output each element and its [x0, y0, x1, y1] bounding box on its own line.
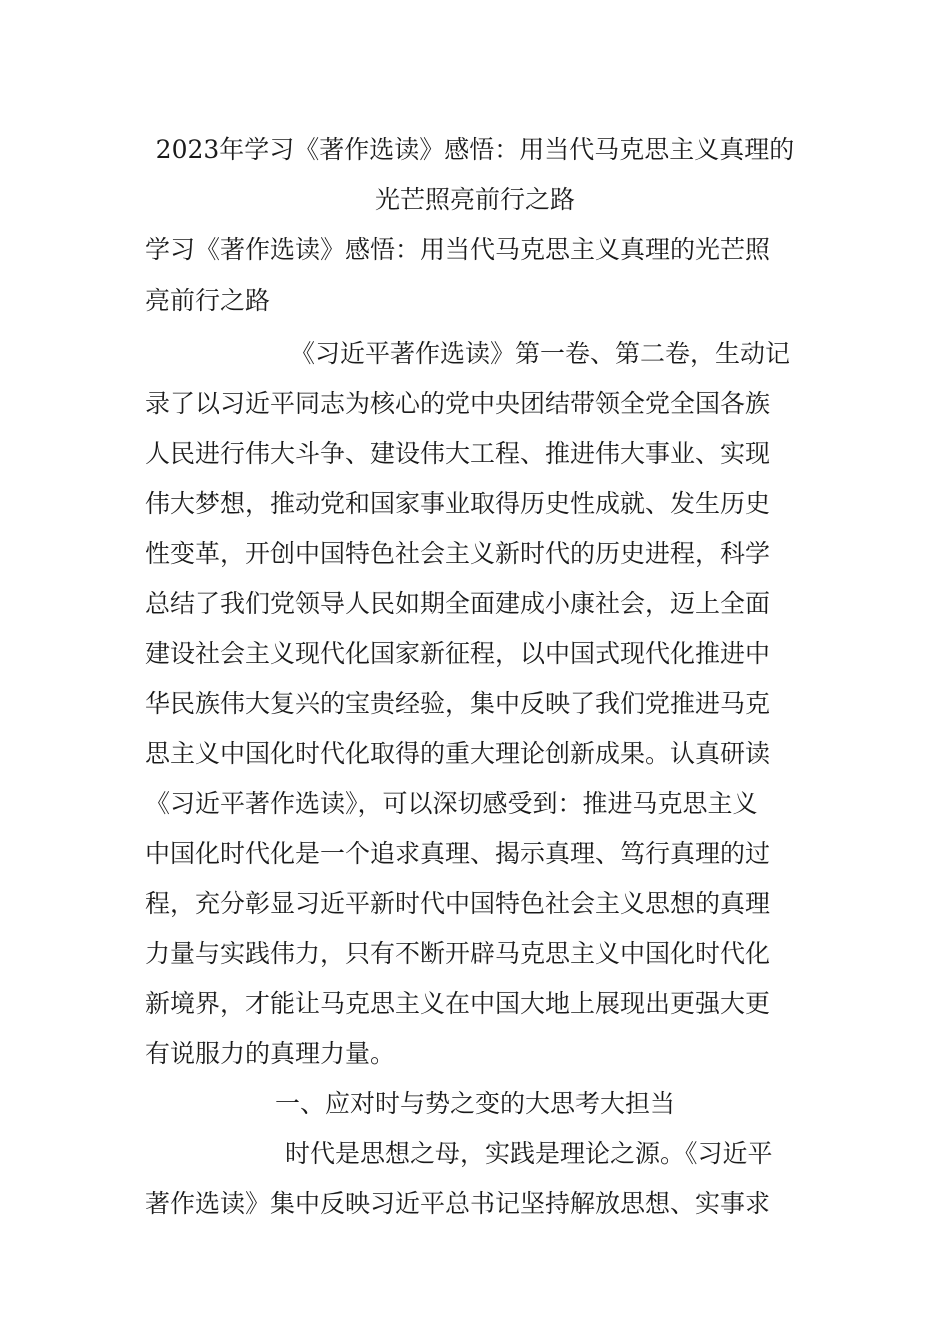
paragraph-1-line-8: 华民族伟大复兴的宝贵经验，集中反映了我们党推进马克	[145, 689, 771, 718]
paragraph-1-line-14: 新境界，才能让马克思主义在中国大地上展现出更强大更	[145, 989, 771, 1018]
document-title-line-2: 光芒照亮前行之路	[374, 185, 575, 214]
paragraph-1-line-1: 《习近平著作选读》第一卷、第二卷，生动记	[290, 339, 791, 368]
paragraph-1-line-15: 有说服力的真理力量。	[145, 1039, 396, 1068]
subtitle-line-1: 学习《著作选读》感悟：用当代马克思主义真理的光芒照	[145, 235, 771, 264]
paragraph-1-line-11: 中国化时代化是一个追求真理、揭示真理、笃行真理的过	[145, 839, 771, 868]
paragraph-1-line-3: 人民进行伟大斗争、建设伟大工程、推进伟大事业、实现	[145, 439, 771, 468]
paragraph-1-line-6: 总结了我们党领导人民如期全面建成小康社会，迈上全面	[145, 589, 771, 618]
paragraph-2-line-1: 时代是思想之母，实践是理论之源。《习近平	[285, 1139, 773, 1168]
paragraph-1-line-2: 录了以习近平同志为核心的党中央团结带领全党全国各族	[145, 389, 771, 418]
document-title-line-1: 2023年学习《著作选读》感悟：用当代马克思主义真理的	[155, 135, 795, 164]
paragraph-2-line-2: 著作选读》集中反映习近平总书记坚持解放思想、实事求	[145, 1189, 771, 1218]
section-1-heading: 一、应对时与势之变的大思考大担当	[274, 1089, 675, 1118]
paragraph-1-line-9: 思主义中国化时代化取得的重大理论创新成果。认真研读	[145, 739, 771, 768]
paragraph-1-line-4: 伟大梦想，推动党和国家事业取得历史性成就、发生历史	[145, 489, 771, 518]
paragraph-1-line-5: 性变革，开创中国特色社会主义新时代的历史进程，科学	[145, 539, 771, 568]
paragraph-1-line-10: 《习近平著作选读》，可以深切感受到：推进马克思主义	[145, 789, 758, 818]
paragraph-1-line-7: 建设社会主义现代化国家新征程，以中国式现代化推进中	[145, 639, 771, 668]
subtitle-line-2: 亮前行之路	[145, 286, 271, 315]
paragraph-1-line-12: 程，充分彰显习近平新时代中国特色社会主义思想的真理	[145, 889, 771, 918]
paragraph-1-line-13: 力量与实践伟力，只有不断开辟马克思主义中国化时代化	[145, 939, 771, 968]
